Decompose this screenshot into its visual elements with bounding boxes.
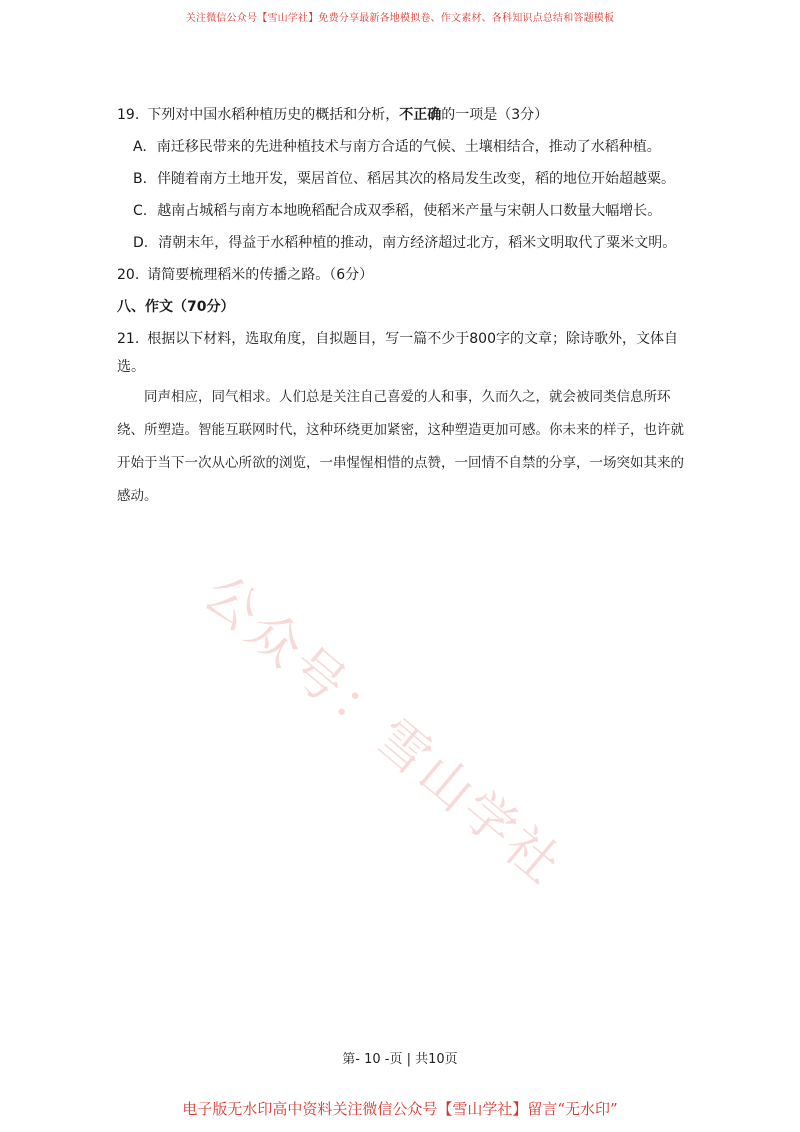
section-heading: 八、作文（70分） [117, 299, 235, 315]
option-d [133, 232, 676, 252]
watermark: 公众号：雪山学社 [192, 563, 574, 898]
stem-text-after: 的一项是（3分） [441, 107, 549, 123]
option-c [133, 200, 661, 220]
option-b [133, 168, 675, 188]
question-number: 19. [117, 107, 140, 123]
option-letter: B. [133, 171, 148, 187]
stem-emphasis: 不正确 [399, 107, 442, 123]
question-text: 根据以下材料，选取角度，自拟题目，写一篇不少于800字的文章；除诗歌外，文体自 [147, 331, 678, 347]
option-a [133, 136, 661, 156]
option-text: 清朝末年，得益于水稻种植的推动，南方经济超过北方，稻米文明取代了粟米文明。 [158, 235, 677, 251]
question-text: 请简要梳理稻米的传播之路。（6分） [147, 267, 374, 283]
question-21-line2: 选。 [117, 359, 145, 375]
question-19-stem [117, 104, 548, 124]
option-text: 南迁移民带来的先进种植技术与南方合适的气候、土壤相结合，推动了水稻种植。 [156, 139, 661, 155]
option-letter: D. [133, 235, 149, 251]
option-letter: A. [133, 139, 147, 155]
page-number: 第- 10 -页 | 共10页 [342, 1052, 458, 1067]
option-text: 伴随着南方土地开发，粟居首位、稻居其次的格局发生改变，稻的地位开始超越粟。 [157, 171, 676, 187]
option-text: 越南占城稻与南方本地晚稻配合成双季稻，使稻米产量与宋朝人口数量大幅增长。 [157, 203, 662, 219]
question-21-line1 [117, 328, 678, 348]
stem-text-before: 下列对中国水稻种植历史的概括和分析， [147, 107, 400, 123]
question-20 [117, 264, 373, 284]
writing-material-passage: 同声相应，同气相求。人们总是关注自己喜爱的人和事，久而久之，就会被同类信息所环绕、所塑造。智能互联网时代，这种环绕更加紧密，这种塑造更加可感。你未来的样子，也许就开始于当下一次从心所欲的浏览，一串惺惺相惜的点赞，一回情不自禁的分享，一场突如其来的感动。 [117, 389, 684, 504]
question-number: 20. [117, 267, 140, 283]
header-banner: 关注微信公众号【雪山学社】免费分享最新各地模拟卷、作文素材、各科知识点总结和答题模板 [185, 13, 615, 24]
footer-banner: 电子版无水印高中资料关注微信公众号【雪山学社】留言“无水印” [182, 1100, 618, 1118]
option-letter: C. [133, 203, 148, 219]
question-number: 21. [117, 331, 140, 347]
